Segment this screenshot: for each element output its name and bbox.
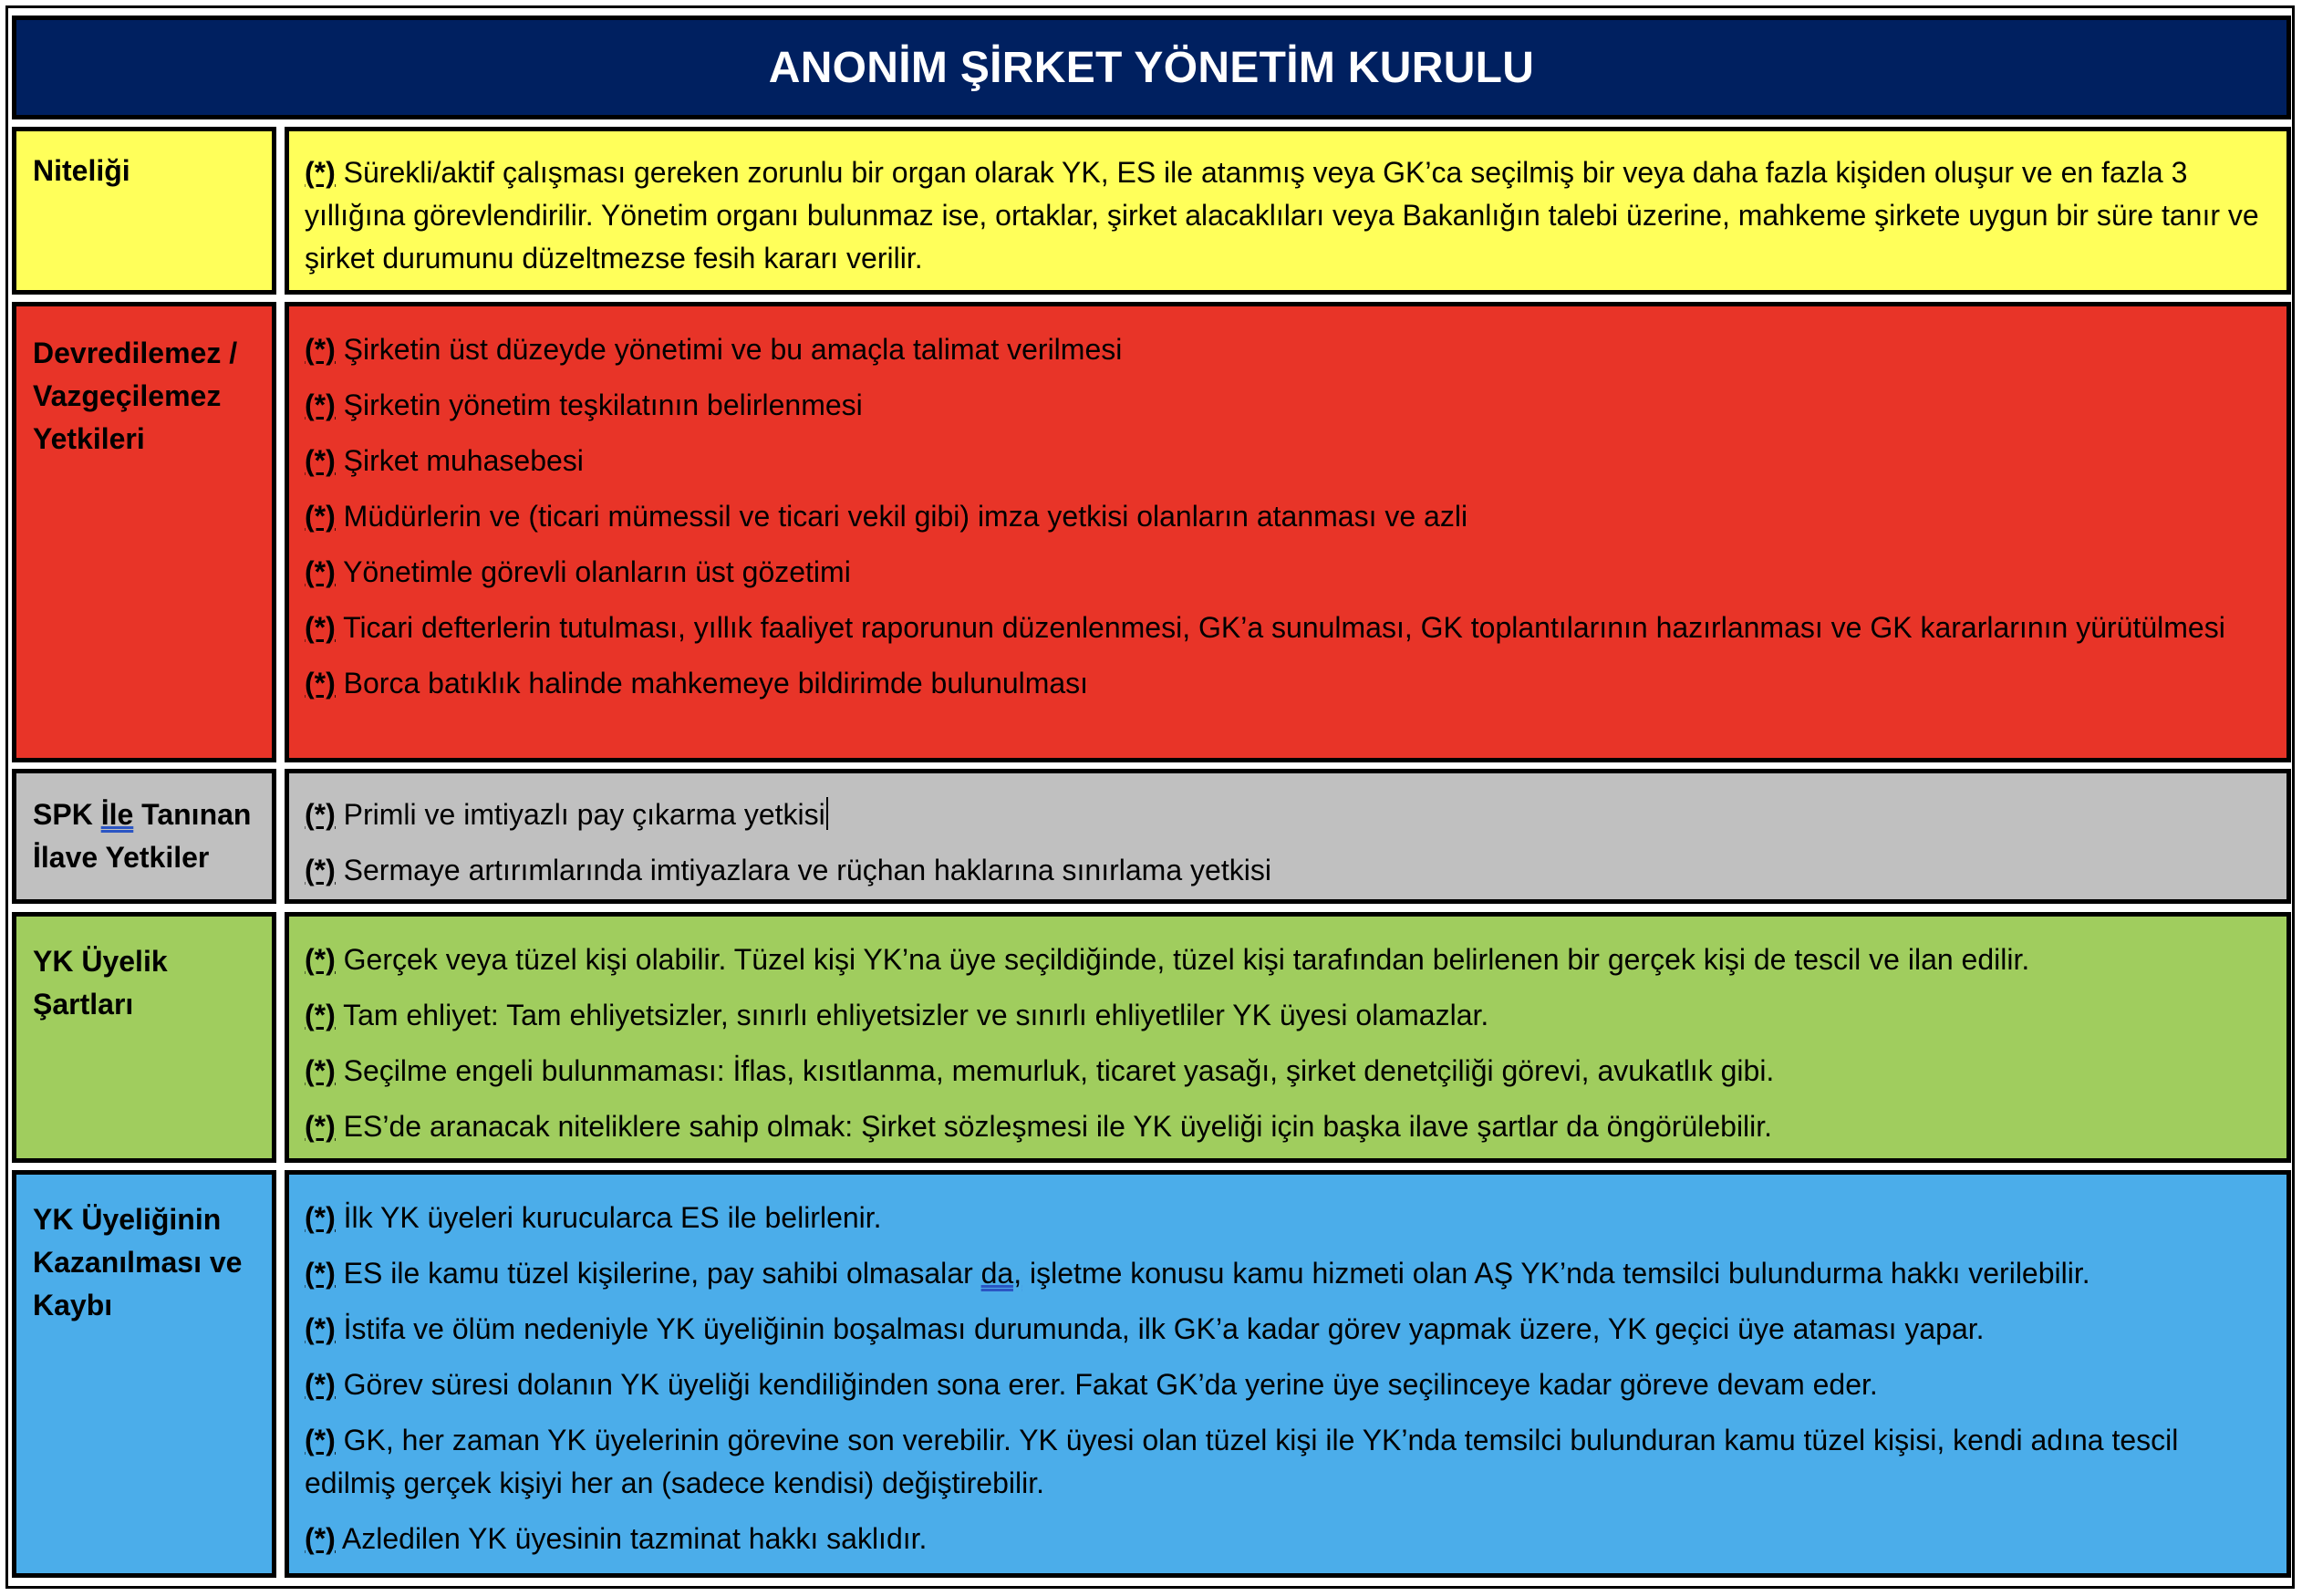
item-text: İlk YK üyeleri kurucularca ES ile belirlenir. — [343, 1201, 882, 1234]
row-content-nitelik — [285, 127, 2291, 295]
list-item — [305, 1197, 2268, 1239]
item-text: Görev süresi dolanın YK üyeliği kendiliğinden sona erer. Fakat GK’da yerine üye seçilinceye kadar göreve devam eder. — [343, 1368, 1878, 1401]
item-text: Tam ehliyet: Tam ehliyetsizler, sınırlı ehliyetsizler ve sınırlı ehliyetliler YK üyesi olamazlar. — [343, 999, 1489, 1031]
list-item — [305, 151, 2268, 280]
item-text-a: ES ile kamu tüzel kişilerine, pay sahibi olmasalar — [343, 1257, 981, 1290]
item-text: İstifa ve ölüm nedeniyle YK üyeliğinin boşalması durumunda, ilk GK’a kadar görev yapmak üzere, YK geçici üye ataması yapar. — [343, 1312, 1985, 1345]
table-title: ANONİM ŞİRKET YÖNETİM KURULU — [12, 16, 2291, 119]
row-label-devredilemez — [12, 302, 276, 762]
list-item — [305, 384, 2268, 427]
marker: (*) — [305, 1522, 336, 1555]
list-item — [305, 551, 2268, 594]
item-text: Seçilme engeli bulunmaması: İflas, kısıtlanma, memurluk, ticaret yasağı, şirket denetçiliği görevi, avukatlık gibi. — [343, 1054, 1775, 1087]
list-item — [305, 495, 2268, 538]
item-text: Ticari defterlerin tutulması, yıllık faaliyet raporunun düzenlenmesi, GK’a sunulması, GK toplantılarının hazırlanması ve GK kararlarının yürütülmesi — [343, 611, 2225, 644]
item-text-c: işletme konusu kamu hizmeti olan AŞ YK’nda temsilci bulundurma hakkı verilebilir. — [1021, 1257, 2090, 1290]
item-text: ES’de aranacak niteliklere sahip olmak: Şirket sözleşmesi ile YK üyeliği için başka ilave şartlar da öngörülebilir. — [343, 1110, 1773, 1143]
marker: (*) — [305, 156, 336, 189]
item-text: GK, her zaman YK üyelerinin görevine son verebilir. YK üyesi olan tüzel kişi ile YK’nda temsilci bulunduran kamu tüzel kişisi, kendi adına tescil edilmiş gerçek kişiyi her an (sadece kendisi) değiştirebilir. — [305, 1424, 2179, 1499]
item-text: Sürekli/aktif çalışması gereken zorunlu bir organ olarak YK, ES ile atanmış veya GK’ca seçilmiş bir veya daha fazla kişiden oluşur ve en fazla 3 yıllığına görevlendirilir. Yönetim organı bulunmaz ise, ortaklar, şirket alacaklıları veya Bakanlığın talebi üzerine, mahkeme şirkete uygun bir süre tanır ve şirket durumunu düzeltmezse fesih kararı verilir. — [305, 156, 2259, 275]
marker: (*) — [305, 1424, 336, 1456]
marker: (*) — [305, 500, 336, 533]
marker: (*) — [305, 854, 336, 886]
label-text: YK Üyelik Şartları — [33, 945, 168, 1021]
item-text: Borca batıklık halinde mahkemeye bildirimde bulunulması — [343, 667, 1089, 700]
list-item — [305, 1252, 2268, 1295]
label-text: YK Üyeliğinin Kazanılması ve Kaybı — [33, 1203, 243, 1321]
marker: (*) — [305, 943, 336, 976]
marker: (*) — [305, 389, 336, 421]
row-label-kazanilmasi-kaybi — [12, 1170, 276, 1578]
marker: (*) — [305, 798, 336, 831]
row-label-uyelik-sartlari — [12, 912, 276, 1163]
item-text: Müdürlerin ve (ticari mümessil ve ticari vekil gibi) imza yetkisi olanların atanması ve azli — [343, 500, 1468, 533]
list-item — [305, 793, 2268, 836]
row-label-spk — [12, 769, 276, 904]
list-item — [305, 328, 2268, 371]
marker: (*) — [305, 555, 336, 588]
marker: (*) — [305, 1368, 336, 1401]
marker: (*) — [305, 444, 336, 477]
list-item — [305, 994, 2268, 1037]
marker: (*) — [305, 1054, 336, 1087]
row-content-kazanilmasi-kaybi — [285, 1170, 2291, 1578]
list-item — [305, 938, 2268, 981]
row-content-uyelik-sartlari — [285, 912, 2291, 1163]
marker: (*) — [305, 1201, 336, 1234]
item-text: Gerçek veya tüzel kişi olabilir. Tüzel kişi YK’na üye seçildiğinde, tüzel kişi tarafından belirlenen bir gerçek kişi de tescil ve ilan edilir. — [343, 943, 2030, 976]
item-text: Şirketin yönetim teşkilatının belirlenmesi — [343, 389, 863, 421]
list-item — [305, 1050, 2268, 1093]
label-text: Devredilemez / Vazgeçilemez Yetkileri — [33, 337, 238, 455]
text-cursor — [826, 797, 828, 830]
label-text: Niteliği — [33, 154, 130, 187]
list-item — [305, 1308, 2268, 1351]
item-text: Sermaye artırımlarında imtiyazlara ve rüçhan haklarına sınırlama yetkisi — [343, 854, 1271, 886]
list-item — [305, 440, 2268, 482]
marker: (*) — [305, 1110, 336, 1143]
list-item — [305, 1419, 2268, 1505]
item-text: Azledilen YK üyesinin tazminat hakkı saklıdır. — [341, 1522, 928, 1555]
row-content-spk — [285, 769, 2291, 904]
list-item — [305, 849, 2268, 892]
item-text: Şirketin üst düzeyde yönetimi ve bu amaçla talimat verilmesi — [343, 333, 1123, 366]
list-item — [305, 1363, 2268, 1406]
row-label-nitelik — [12, 127, 276, 295]
list-item — [305, 662, 2268, 705]
list-item — [305, 1105, 2268, 1148]
marker: (*) — [305, 333, 336, 366]
list-item — [305, 1518, 2268, 1560]
item-text: Yönetimle görevli olanların üst gözetimi — [343, 555, 851, 588]
item-text-b: da, — [980, 1257, 1022, 1290]
list-item — [305, 606, 2268, 649]
marker: (*) — [305, 1312, 336, 1345]
marker: (*) — [305, 999, 336, 1031]
marker: (*) — [305, 611, 336, 644]
label-text-c: Tanınan İlave Yetkiler — [33, 798, 252, 874]
label-text-b: İle — [100, 798, 134, 831]
marker: (*) — [305, 1257, 336, 1290]
row-content-devredilemez — [285, 302, 2291, 762]
item-text: Primli ve imtiyazlı pay çıkarma yetkisi — [343, 798, 825, 831]
marker: (*) — [305, 667, 336, 700]
label-text-a: SPK — [33, 798, 101, 831]
item-text: Şirket muhasebesi — [343, 444, 584, 477]
